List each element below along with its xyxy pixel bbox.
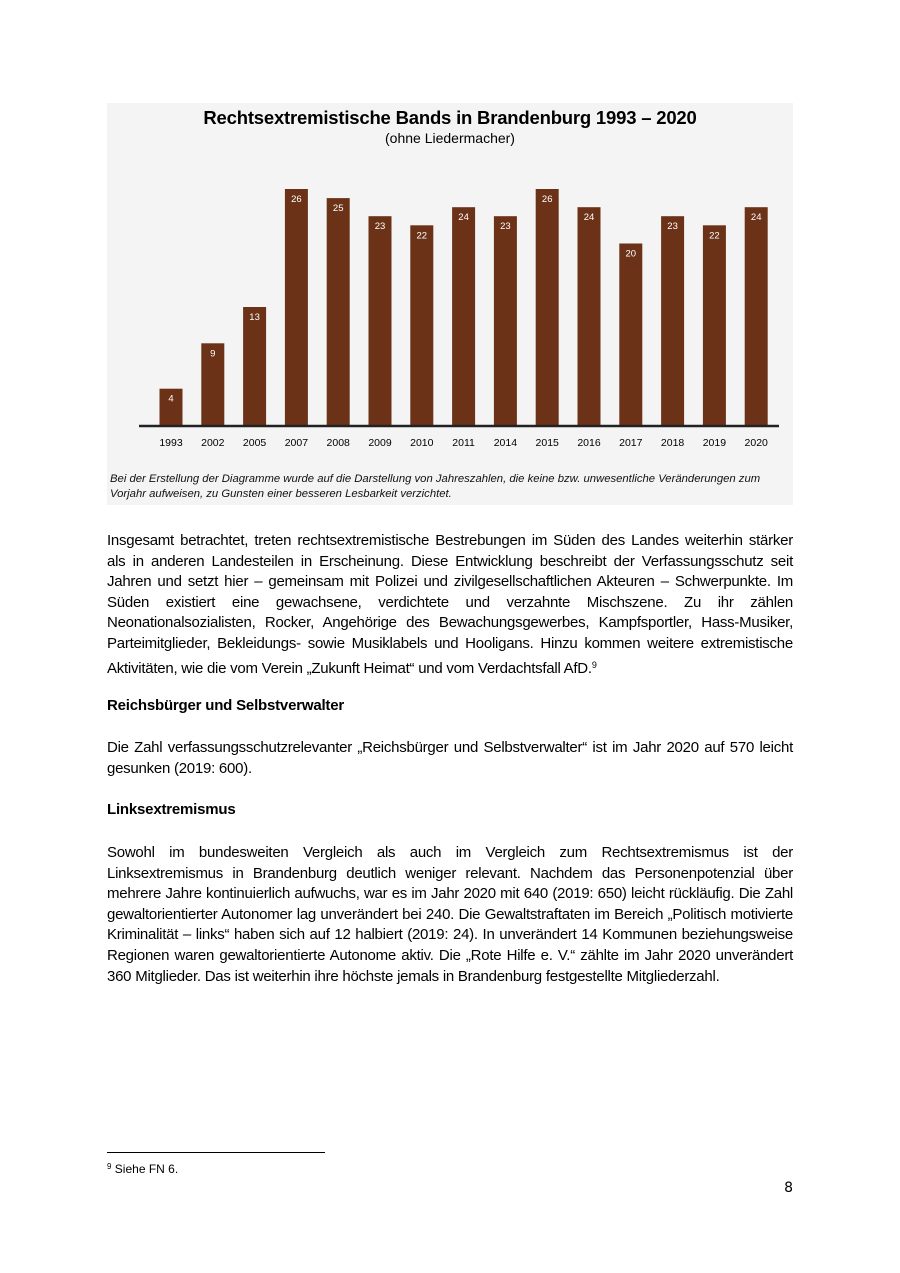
paragraph-right-wing-south	[107, 531, 793, 679]
bar-2009	[369, 216, 392, 425]
bar-2014	[494, 216, 517, 425]
chart-note: Bei der Erstellung der Diagramme wurde auf die Darstellung von Jahreszahlen, die keine bzw. unwesentliche Veränderungen zum Vorjahr aufweisen, zu Gunsten einer besseren Lesbarkeit verzichtet.	[110, 473, 761, 500]
chart-title: Rechtsextremistische Bands in Brandenburg 1993 – 2020	[203, 107, 697, 128]
bar-2015	[536, 189, 559, 425]
bar-2005	[243, 307, 266, 425]
x-tick-label: 2019	[702, 437, 727, 449]
paragraph-reichsbuerger: Die Zahl verfassungsschutzrelevanter „Reichsbürger und Selbstverwalter“ ist im Jahr 2020 auf 570 leicht gesunken (2019: 600).	[107, 739, 793, 777]
bar-value-label: 9	[210, 348, 216, 360]
bar-value-label: 4	[168, 393, 174, 405]
x-tick-label: 2005	[242, 437, 267, 449]
x-tick-label: 2007	[284, 437, 309, 449]
footnote-text: Siehe FN 6.	[114, 1162, 179, 1176]
x-tick-label: 1993	[159, 437, 183, 449]
x-tick-label: 2008	[326, 437, 350, 449]
x-tick-label: 2018	[660, 437, 685, 449]
bar-value-label: 23	[500, 221, 511, 233]
bar-chart	[107, 103, 793, 505]
x-tick-label: 2015	[535, 437, 559, 449]
bar-value-label: 24	[583, 212, 595, 224]
footnote-reference[interactable]: 9	[591, 659, 597, 670]
x-tick-label: 2020	[744, 437, 768, 449]
bar-value-label: 26	[291, 194, 302, 205]
chart-subtitle: (ohne Liedermacher)	[385, 130, 515, 146]
bar-value-label: 24	[458, 212, 469, 224]
x-tick-label: 2009	[368, 437, 392, 449]
bar-value-label: 23	[667, 221, 678, 233]
bar-value-label: 20	[625, 248, 637, 260]
bar-2007	[285, 189, 308, 425]
bar-2010	[410, 225, 433, 425]
chart-plot	[107, 103, 793, 473]
bar-2020	[745, 207, 768, 425]
x-tick-label: 2014	[493, 437, 518, 449]
page-number: 8	[784, 1180, 793, 1196]
x-tick-label: 2011	[452, 437, 475, 449]
bar-2019	[703, 225, 726, 425]
bar-2016	[578, 207, 601, 425]
footnote-number: 9	[107, 1162, 112, 1171]
bar-value-label: 22	[416, 230, 428, 242]
bar-value-label: 23	[374, 221, 386, 233]
bar-2017	[619, 244, 642, 426]
heading-reichsbuerger: Reichsbürger und Selbstverwalter	[107, 697, 345, 714]
heading-linksextremismus: Linksextremismus	[107, 801, 236, 818]
x-tick-label: 2002	[201, 437, 225, 449]
bar-2011	[452, 207, 475, 425]
footnote-separator	[107, 1152, 325, 1153]
bar-value-label: 25	[332, 203, 344, 215]
x-tick-label: 2016	[577, 437, 601, 449]
bar-2018	[661, 216, 684, 425]
bar-value-label: 24	[750, 212, 762, 224]
footnote	[107, 1162, 178, 1176]
paragraph-linksextremismus: Sowohl im bundesweiten Vergleich als auch im Vergleich zum Rechtsextremismus ist der Linksextremismus in Brandenburg deutlich weniger relevant. Nachdem das Personenpotenzial über mehrere Jahre kontinuierlich aufwuchs, war es im Jahr 2020 mit 640 (2019: 650) leicht rückläufig. Die Zahl gewaltorientierter Autonomer lag unverändert bei 240. Die Gewaltstraftaten im Bereich „Politisch motivierte Kriminalität – links“ haben sich auf 12 halbiert (2019: 24). In unverändert 14 Kommunen beziehungsweise Regionen waren gewaltorientierte Autonome aktiv. Die „Rote Hilfe e. V.“ zählte im Jahr 2020 unverändert 360 Mitglieder. Das ist weiterhin ihre höchste jemals in Brandenburg festgestellte Mitgliederzahl.	[107, 844, 793, 985]
bar-value-label: 26	[541, 194, 553, 205]
bar-2008	[327, 198, 350, 425]
x-tick-label: 2010	[410, 437, 434, 449]
paragraph-1-text: Insgesamt betrachtet, treten rechtsextremistische Bestrebungen im Süden des Landes weiterhin stärker als in anderen Landesteilen in Erscheinung. Diese Entwicklung beschreibt der Verfassungsschutz seit Jahren und setzt hier – gemeinsam mit Polizei und zivilgesellschaftlichen Akteuren – Schwerpunkte. Im Süden existiert eine gewachsene, verdichtete und verzahnte Mischszene. Zu ihr zählen Neonationalsozialisten, Rocker, Angehörige des Bewachungsgewerbes, Kampfsportler, Hass-Musiker, Parteimitglieder, Bekleidungs- sowie Musiklabels und Hooligans. Hinzu kommen weitere extremistische Aktivitäten, wie die vom Verein „Zukunft Heimat“ und vom Verdachtsfall AfD.	[107, 532, 793, 677]
x-tick-label: 2017	[619, 437, 643, 449]
bar-value-label: 13	[249, 312, 260, 323]
bar-value-label: 22	[709, 230, 720, 242]
